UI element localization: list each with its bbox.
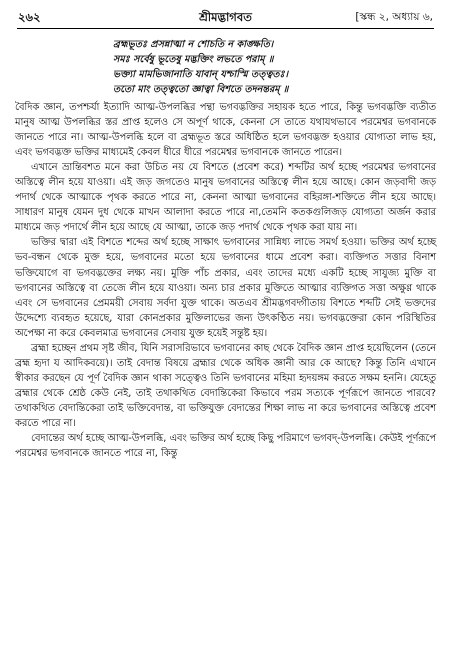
sanskrit-verse: [113, 37, 436, 97]
paragraph: বেদান্তের অর্থ হচ্ছে আত্ম-উপলব্ধি, এবং ভক্তির অর্থ হচ্ছে কিছু পরিমাণে ভগবদ্-উপলব্ধি। কেউই পূর্ণরূপে পরমেশ্বর ভগবানকে জানতে পারে না, কিন্তু: [15, 433, 436, 460]
page-header: [15, 6, 436, 28]
verse-line: ব্রহ্মভূতঃ প্রসন্নাত্মা ন শোচতি ন কাঙ্ক্ষতি।: [113, 39, 274, 50]
book-page: [0, 6, 451, 655]
header-divider: [17, 28, 434, 29]
paragraph: এখানে ভ্রান্তিবশত মনে করা উচিত নয় যে বিশতে (প্রবেশ করে) শব্দটির অর্থ হচ্ছে পরমেশ্বর ভগবানের অস্তিত্বে লীন হয়ে যাওয়া। এই জড় জগতেও মানুষ ভগবানের অস্তিত্বে লীন হয়ে আছে। কোন জড়বাদী জড় পদার্থ থেকে আত্মাকে পৃথক করতে পারে না, কেননা আত্মা ভগবানের বহিরঙ্গা-শক্তিতে লীন হয়ে আছে। সাধারণ মানুষ যেমন দুধ থেকে মাখন আলাদা করতে পারে না,তেমনি কতকগুলিজড় যোগ্যতা অর্জন করার মাধ্যমে জড় পদার্থে লীন হয়ে আছে যে আত্মা, তাকে জড় পদার্থ থেকে পৃথক করা যায় না।: [15, 162, 436, 234]
paragraph: বৈদিক জ্ঞান, তপশ্চর্যা ইত্যাদি আত্ম-উপলব্ধির পন্থা ভগবদ্ভক্তির সহায়ক হতে পারে, কিন্তু ভগবদ্ভক্তি ব্যতীত মানুষ আত্ম উপলব্ধির স্তর প্রাপ্ত হলেও সে অপূর্ণ থাকে, কেননা সে তাতে যথাযথভাবে পরমেশ্বর ভগবানকে জানতে পারে না। আত্ম-উপলব্ধি হলে বা ব্রহ্মভূত স্তরে অধিষ্ঠিত হলে ভগবদ্ভক্ত হওয়ার যোগ্যতা লাভ হয়, এবং ভগবদ্ভক্ত ভক্তির মাধ্যমেই কেবল ধীরে ধীরে পরমেশ্বর ভগবানকে জানতে পারেন।: [15, 102, 436, 159]
chapter-reference: [স্কন্ধ ২, অধ্যায় ৬,: [355, 11, 433, 23]
book-title: শ্রীমদ্ভাগবত: [199, 10, 252, 24]
verse-line: সমঃ সর্বেষু ভূতেষু মদ্ভক্তিং লভতে পরাম্ ॥: [113, 54, 274, 65]
paragraph: ভক্তির দ্বারা এই বিশতে শব্দের অর্থ হচ্ছে সাক্ষাৎ ভগবানের সান্নিধ্য লাভে সমর্থ হওয়া। ভক্তির অর্থ হচ্ছে ভব-বন্ধন থেকে মুক্ত হয়ে, ভগবানের মতো হয়ে ভগবানের ধামে প্রবেশ করা। ব্যক্তিগত সত্তার বিনাশ ভক্তিযোগে বা ভগবদ্ভক্তের লক্ষ্য নয়। মুক্তি পাঁচ প্রকার, এবং তাদের মধ্যে একটি হচ্ছে সাযুজ্য মুক্তি বা ভগবানের অস্তিত্বে বা তেজে লীন হয়ে যাওয়া। অন্য চার প্রকার মুক্তিতে আত্মার ব্যক্তিগত সত্তা অক্ষুণ্ণ থাকে এবং সে ভগবানের প্রেমময়ী সেবায় সর্বদা যুক্ত থাকে। অতএব শ্রীমদ্ভগবদ্গীতায় বিশতে শব্দটি সেই ভক্তদের উদ্দেশ্যে ব্যবহৃত হয়েছে, যারা কোনপ্রকার মুক্তিলাভের জন্য উৎকণ্ঠিত নয়। ভগবদ্ভক্তেরা কোন পরিস্থিতির অপেক্ষা না করে কেবলমাত্র ভগবানের সেবায় যুক্ত হয়েই সন্তুষ্ট হয়।: [15, 237, 436, 339]
page-number: ২৬২: [18, 10, 41, 24]
verse-line: ততো মাং তত্ত্বতো জ্ঞাত্বা বিশতে তদনন্তরম্ ॥: [113, 84, 289, 95]
paragraph: ব্রহ্মা হচ্ছেন প্রথম সৃষ্ট জীব, যিনি সরাসরিভাবে ভগবানের কাছ থেকে বৈদিক জ্ঞান প্রাপ্ত হয়েছিলেন (তেনে ব্রহ্ম হৃদা য আদিকবয়ে)। তাই বেদান্ত বিষয়ে ব্রহ্মার থেকে অধিক জ্ঞানী আর কে আছে? কিন্তু তিনি এখানে স্বীকার করছেন যে পূর্ণ বৈদিক জ্ঞান থাকা সত্ত্বেও তিনি ভগবানের মহিমা হৃদয়ঙ্গম করতে সক্ষম হননি। যেহেতু ব্রহ্মার থেকে শ্রেষ্ঠ কেউ নেই, তাই তথাকথিত বেদান্তিকেরা কিভাবে পরম সত্যকে পূর্ণরূপে জানতে পারবে? তথাকথিত বেদান্তিকেরা তাই ভক্তিবেদান্ত, বা ভক্তিযুক্ত বেদান্তের শিক্ষা লাভ না করে ভগবানের অস্তিত্বে প্রবেশ করতে পারে না।: [15, 342, 436, 429]
verse-line: ভক্ত্যা মামভিজানাতি যাবান্ যশ্চাস্মি তত্ত্বতঃ।: [113, 69, 289, 80]
